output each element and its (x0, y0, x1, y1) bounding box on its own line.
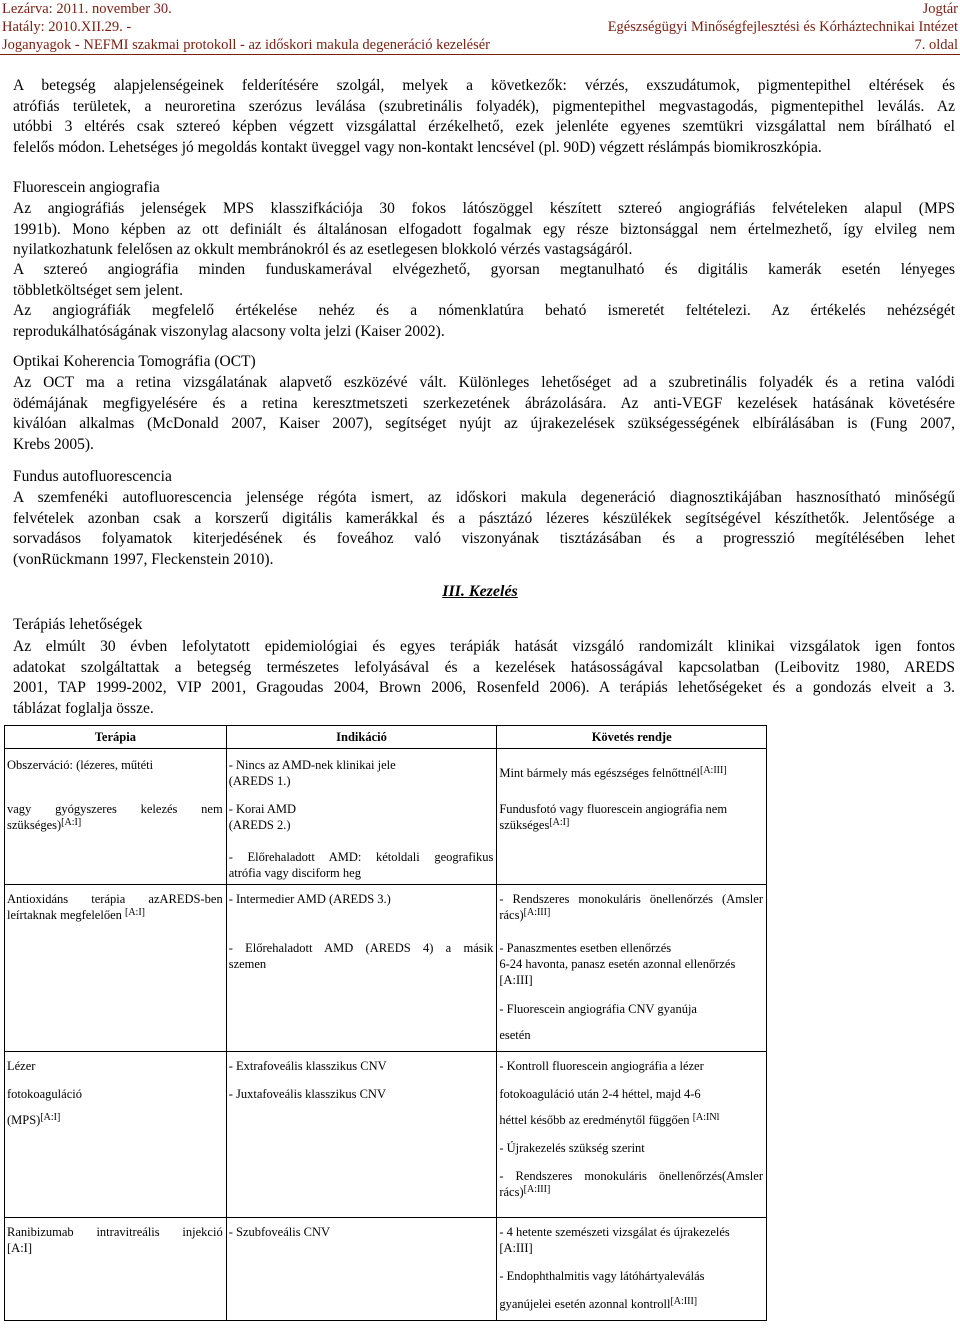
cell-text: - Korai AMD (228, 802, 297, 816)
section-title-treatment: III. Kezelés (442, 583, 518, 600)
therapy-table (4, 725, 767, 1321)
evidence-level: [A:III] (670, 1296, 698, 1307)
cell-text: - Intermedier AMD (AREDS 3.) (228, 892, 391, 906)
heading-fluorescein: Fluorescein angiografia (13, 179, 160, 196)
table-header-therapy: Terápia (5, 726, 227, 749)
cell-text: fotokoaguláció (7, 1087, 82, 1101)
text-line: A szemfenéki autofluorescencia jelensége régóta ismert, az időskori makula degeneráció diagnosztikájában hasznosítható minőségű (13, 489, 955, 506)
cell-text: [A:III] (499, 973, 533, 987)
evidence-level: [A:INl (692, 1112, 720, 1123)
header-line-2 (0, 18, 960, 36)
evidence-level: [A:I] (549, 817, 570, 828)
text-line: Krebs 2005). (13, 435, 94, 453)
paragraph-autofluorescence (13, 488, 955, 570)
cell-text: rács) (499, 1185, 524, 1199)
table-row (5, 749, 767, 885)
text-line: kiválóan alkalmas (McDonald 2007, Kaiser 2007), segítséget nyújt az újrakezelések szükségességének elbírálásában is (Fung 2007, (13, 415, 955, 432)
header-line-1 (0, 0, 960, 18)
cell-text: Ranibizumab intravitreális injekció (7, 1225, 223, 1239)
cell-text: esetén (499, 1028, 531, 1042)
cell-text: - Endophthalmitis vagy látóhártyaleválás (499, 1269, 705, 1283)
table-cell-indication (226, 885, 497, 1052)
evidence-level: [A:I] (125, 907, 145, 918)
text-line: (vonRückmann 1997, Fleckenstein 2010). (13, 550, 274, 568)
cell-text: - Újrakezelés szükség szerint (499, 1141, 645, 1155)
paragraph-therapeutic-options (13, 637, 955, 719)
cell-text: szemen (228, 957, 267, 971)
header-document-title: Joganyagok - NEFMI szakmai protokoll - az időskori makula degeneráció kezelésér (2, 37, 491, 53)
text-line: Az OCT ma a retina vizsgálatának alapvető eszközévé vált. Különleges lehetőséget ad a szubretinális folyadék és a retina valódi (13, 374, 955, 391)
cell-text: - Szubfoveális CNV (228, 1225, 331, 1239)
text-line: nyilatkozhatunk felelősen az okkult membránokról és az esetlegesen blokkoló vérzés vastagságáról. (13, 241, 633, 258)
table-cell-therapy (5, 1218, 227, 1321)
text-line: Az elmúlt 30 évben lefolytatott epidemiológiai és egyes terápiák hatását vizsgáló randomizált klinikai vizsgálatok igen fontos (13, 638, 955, 655)
cell-text: Obszerváció: (lézeres, műtéti (7, 758, 154, 772)
table-cell-indication (226, 1218, 497, 1321)
table-cell-indication (226, 1052, 497, 1218)
cell-text: szükséges) (7, 818, 62, 832)
cell-text: rács) (499, 908, 524, 922)
header-line-3 (0, 36, 960, 54)
cell-text: (AREDS 2.) (228, 818, 291, 832)
header-source: Jogtár (922, 1, 958, 17)
cell-text: - Előrehaladott AMD (AREDS 4) a másik (228, 941, 494, 955)
cell-text: Fundusfotó vagy fluorescein angiográfia nem (499, 802, 728, 816)
text-line: A betegség alapjelenségeinek felderítésére szolgál, melyek a következők: vérzés, exszudátumok, pigmentepithel eltérések és (13, 77, 955, 94)
text-line: adatokat szolgáltattak a betegség természetes lefolyásával és a kezelések hatásosságával kapcsolatban (Leibovitz 1980, AREDS (13, 658, 955, 676)
cell-text: 6-24 havonta, panasz esetén azonnal ellenőrzés (499, 957, 736, 971)
text-line: utóbbi 3 eltérés csak sztereó képben végzett vizsgálattal érzékelhető, ezek jelenléte egyenes szemtükri vizsgálattal nem bírálható el (13, 118, 955, 135)
table-header-followup: Követés rendje (497, 726, 767, 749)
cell-text: [A:I] (7, 1241, 32, 1255)
text-line: A sztereó angiográfia minden funduskamerával elvégezhető, gyorsan megtanulható és digitális kamerák esetén lényeges (13, 261, 955, 278)
cell-text: - Rendszeres monokuláris önellenőrzés (Amsler (499, 892, 763, 906)
table-cell-therapy (5, 749, 227, 885)
cell-text: - 4 hetente szemészeti vizsgálat és újrakezelés (499, 1225, 730, 1239)
text-line: reprodukálhatóságának viszonylag alacsony volta jelzi (Kaiser 2002). (13, 322, 445, 340)
cell-text: - Kontroll fluorescein angiográfia a lézer (499, 1059, 704, 1073)
paragraph-oct (13, 373, 955, 455)
cell-text: [A:III] (499, 1241, 533, 1255)
cell-text: vagy gyógyszeres kelezés nem (7, 802, 223, 816)
table-cell-followup (497, 1218, 767, 1321)
header-divider (0, 54, 960, 55)
table-row (5, 885, 767, 1052)
cell-text: szükséges (499, 818, 550, 832)
evidence-level: [A:III] (523, 1184, 551, 1195)
text-line: 2001, TAP 1999-2002, VIP 2001, Gragoudas 2004, Brown 2006, Rosenfeld 2006). A terápiás lehetőségeket és a gondozás elveit a 3. (13, 679, 955, 696)
paragraph-stereo-angiography (13, 260, 955, 301)
cell-text: - Előrehaladott AMD: kétoldali geografikus (228, 850, 494, 864)
table-cell-therapy (5, 885, 227, 1052)
text-line: felvételek azonban csak a korszerű digitális kamerákkal és a pásztázó lézeres készülékek segítségével készíthetők. Jelentősége a (13, 509, 955, 527)
cell-text: leírtaknak megfelelően (7, 908, 122, 922)
table-row (5, 1218, 767, 1321)
cell-text: héttel később az eredménytől függően (499, 1113, 690, 1127)
cell-text: - Extrafoveális klasszikus CNV (228, 1059, 387, 1073)
cell-text: Lézer (7, 1059, 36, 1073)
text-line: 1991b). Mono képben az ott definiált és általánosan elfogadott fogalmak egy része biztonsággal nem értelmezhető, így elvileg nem (13, 220, 955, 238)
cell-text: Mint bármely más egészséges felnőttnél (499, 766, 700, 780)
cell-text: - Panaszmentes esetben ellenőrzés (499, 941, 672, 955)
table-header-row (5, 726, 767, 749)
table-cell-followup (497, 749, 767, 885)
header-closed-date: Lezárva: 2011. november 30. (2, 1, 172, 17)
cell-text: gyanújelei esetén azonnal kontroll (499, 1297, 671, 1311)
text-line: táblázat foglalja össze. (13, 699, 154, 717)
text-line: Az angiográfiás jelenségek MPS klasszifkációja 30 fokos látószöggel készített sztereó angiográfiás felvételeken alapul (MPS (13, 200, 955, 217)
text-line: sorvadásos folyamatok kiterjedésének és foveához való viszonyának tisztázásában és a progresszió megítélésében lehet (13, 530, 955, 547)
cell-text: atrófia vagy disciform heg (228, 866, 361, 880)
text-line: felelős módon. Lehetséges jó megoldás kontakt üveggel vagy non-kontakt lencsével (pl. 90D) végzett réslámpás biomikroszkópia. (13, 138, 822, 156)
heading-therapeutic-options: Terápiás lehetőségek (13, 616, 143, 633)
text-line: ödémájának megfigyelésére és a retina keresztmetszeti szerkezetének ábrázolására. Az anti-VEGF kezelések hatásának követésére (13, 394, 955, 412)
cell-text: fotokoaguláció után 2-4 héttel, majd 4-6 (499, 1087, 701, 1101)
heading-fundus-autofluorescence: Fundus autofluorescencia (13, 468, 172, 485)
heading-oct: Optikai Koherencia Tomográfia (OCT) (13, 353, 256, 370)
cell-text: Antioxidáns terápia azAREDS-ben (7, 892, 223, 906)
cell-text: - Rendszeres monokuláris önellenőrzés(Amsler (499, 1169, 763, 1183)
evidence-level: [A:I] (40, 1112, 61, 1123)
table-header-indication: Indikáció (226, 726, 497, 749)
cell-text: - Fluorescein angiográfia CNV gyanúja (499, 1002, 697, 1016)
text-line: atrófiás területek, a neuroretina szerózus leválása (szubretinális folyadék), pigmentepithel megvastagodás, pigmentepithel leválás. Az (13, 97, 955, 115)
table-cell-followup (497, 1052, 767, 1218)
cell-text: (MPS) (7, 1113, 41, 1127)
table-cell-therapy (5, 1052, 227, 1218)
header-publisher: Egészségügyi Minőségfejlesztési és Kórháztechnikai Intézet (607, 19, 958, 35)
cell-text: - Nincs az AMD-nek klinikai jele (228, 758, 396, 772)
paragraph-diagnosis (13, 76, 955, 158)
text-line: többletköltséget sem jelent. (13, 281, 184, 299)
table-cell-indication (226, 749, 497, 885)
header-effective-date: Hatály: 2010.XII.29. - (2, 19, 132, 35)
evidence-level: [A:I] (61, 817, 82, 828)
paragraph-angiography-mps (13, 199, 955, 261)
evidence-level: [A:III] (523, 907, 551, 918)
table-row (5, 1052, 767, 1218)
cell-text: (AREDS 1.) (228, 774, 291, 788)
cell-text: - Juxtafoveális klasszikus CNV (228, 1087, 386, 1101)
header-page-number: 7. oldal (914, 37, 958, 53)
text-line: Az angiográfiák megfelelő értékelése nehéz és a nómenklatúra beható ismeretét feltételezi. Az értékelés nehézségét (13, 302, 955, 319)
table-cell-followup (497, 885, 767, 1052)
evidence-level: [A:III] (699, 765, 727, 776)
paragraph-angiography-evaluation (13, 301, 955, 342)
